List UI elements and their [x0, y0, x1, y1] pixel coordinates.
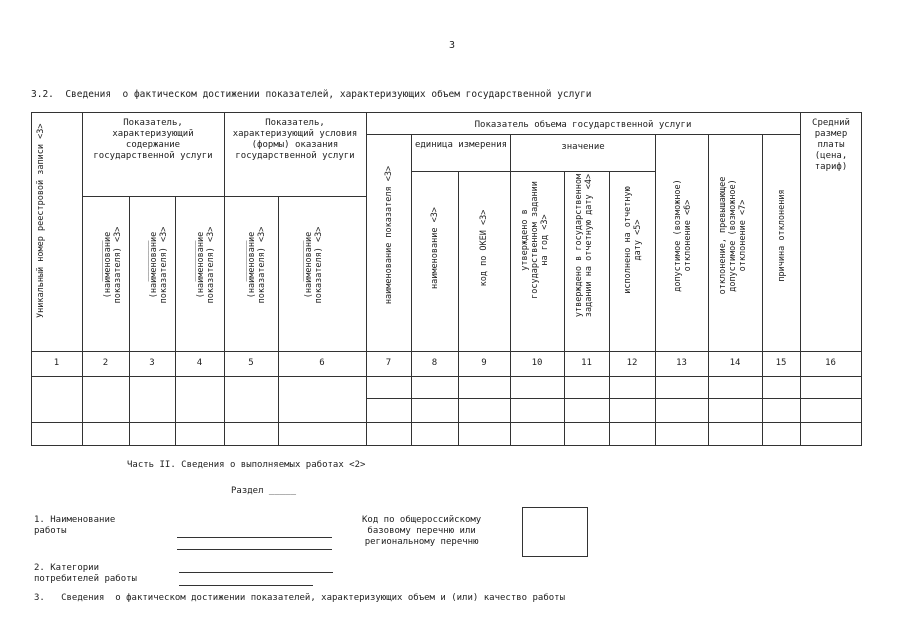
col-number: 3 [149, 358, 155, 368]
col-number: 1 [53, 358, 60, 368]
part2-title: Часть II. Сведения о выполняемых работах <2> [127, 460, 366, 470]
section-title: 3.2. Сведения о фактическом достижении показателей, характеризующих объем государственной услуги [31, 89, 592, 100]
header-registry: Уникальный номер реестровой записи <3> [36, 123, 46, 318]
sub-name: наименование <3> [430, 207, 440, 289]
col-number: 9 [481, 358, 487, 368]
col-number: 4 [196, 358, 203, 368]
header-unit: единица измерения [414, 140, 508, 150]
page-number: 3 [449, 40, 456, 51]
code-label: Код по общероссийскому базовому перечню или региональному перечню [362, 515, 482, 547]
col3-label: (наименование показателя) <3> [149, 226, 169, 304]
col-number: 15 [775, 358, 787, 368]
col-number: 8 [431, 358, 438, 368]
col2-label: (наименование показателя) <3> [103, 226, 123, 304]
item3-title: 3. Сведения о фактическом достижении показателей, характеризующих объем и (или) качество работы [34, 593, 566, 603]
col-number: 14 [729, 358, 741, 368]
col2-blank: ________ [94, 240, 104, 282]
header-name-indicator: наименование показателя <3> [384, 165, 394, 305]
col-number: 10 [531, 358, 543, 368]
col5-blank: ________ [238, 240, 248, 282]
header-reason: причина отклонения [777, 189, 787, 282]
col3-blank: ________ [140, 240, 150, 282]
section-label: Раздел _____ [231, 486, 297, 496]
sub-approved-date: утверждено в государственном задании на отчетную дату <4> [574, 173, 594, 318]
sub-approved-year: утверждено в государственном задании на год <3> [520, 181, 550, 299]
header-indicator-content: Показатель, характеризующий содержание государственной услуги [93, 118, 213, 161]
col-number: 5 [248, 358, 254, 368]
col-number: 13 [676, 358, 687, 368]
header-excess-dev: отклонение, превышающее допустимое (возможное) отклонение <7> [718, 176, 748, 295]
sub-executed: исполнено на отчетную дату <5> [623, 186, 643, 294]
col4-label: (наименование показателя) <3> [196, 226, 216, 304]
col6-label: (наименование показателя) <3> [304, 226, 324, 304]
col5-label: (наименование показателя) <3> [247, 226, 267, 304]
col-number: 12 [626, 358, 638, 368]
categories-label: 2. Категории потребителей работы [34, 563, 137, 584]
header-indicator-conditions: Показатель, характеризующий условия (формы) оказания государственной услуги [232, 118, 358, 161]
header-volume: Показатель объема государственной услуги [474, 120, 692, 130]
col-number: 6 [319, 358, 325, 368]
sub-okei: код по ОКЕИ <3> [479, 209, 489, 287]
header-allowed-dev: допустимое (возможное) отклонение <6> [673, 179, 693, 292]
col6-blank: ________ [295, 240, 305, 282]
header-value: значение [561, 142, 605, 152]
col-number: 2 [102, 358, 109, 368]
col4-blank: ________ [187, 240, 197, 282]
col-number: 16 [825, 358, 836, 368]
work-name-label: 1. Наименование работы [34, 515, 116, 536]
header-avg-fee: Средний размер платы (цена, тариф) [812, 118, 850, 172]
col-number: 11 [581, 358, 592, 368]
code-box[interactable] [522, 507, 588, 557]
col-number: 7 [385, 358, 392, 368]
